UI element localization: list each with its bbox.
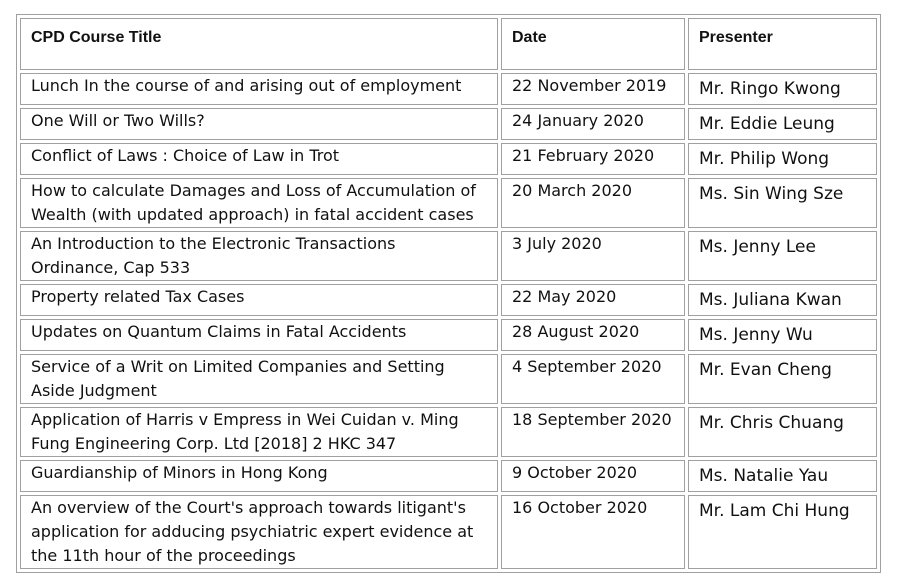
table-row [20, 284, 877, 316]
presenter-cell: Mr. Chris Chuang [688, 407, 877, 457]
date-cell: 3 July 2020 [501, 231, 685, 281]
header-course-title: CPD Course Title [20, 18, 498, 70]
table-row [20, 354, 877, 404]
table-row [20, 460, 877, 492]
cpd-course-table-body [20, 18, 877, 569]
presenter-cell: Mr. Ringo Kwong [688, 73, 877, 105]
table-row [20, 143, 877, 175]
date-cell: 24 January 2020 [501, 108, 685, 140]
table-row [20, 495, 877, 569]
date-cell: 21 February 2020 [501, 143, 685, 175]
table-row [20, 73, 877, 105]
course-title-cell: Property related Tax Cases [20, 284, 498, 316]
table-row [20, 108, 877, 140]
course-title-cell: Guardianship of Minors in Hong Kong [20, 460, 498, 492]
date-cell: 22 November 2019 [501, 73, 685, 105]
date-cell: 18 September 2020 [501, 407, 685, 457]
presenter-cell: Mr. Eddie Leung [688, 108, 877, 140]
course-title-cell: An overview of the Court's approach towards litigant's application for adducing psychiatric expert evidence at the 11th hour of the proceedings [20, 495, 498, 569]
table-row [20, 319, 877, 351]
presenter-cell: Ms. Juliana Kwan [688, 284, 877, 316]
course-title-cell: Application of Harris v Empress in Wei Cuidan v. Ming Fung Engineering Corp. Ltd [2018] 2 HKC 347 [20, 407, 498, 457]
table-header-row [20, 18, 877, 70]
presenter-cell: Mr. Lam Chi Hung [688, 495, 877, 569]
course-title-cell: An Introduction to the Electronic Transactions Ordinance, Cap 533 [20, 231, 498, 281]
date-cell: 28 August 2020 [501, 319, 685, 351]
course-title-cell: One Will or Two Wills? [20, 108, 498, 140]
course-title-cell: Service of a Writ on Limited Companies and Setting Aside Judgment [20, 354, 498, 404]
date-cell: 20 March 2020 [501, 178, 685, 228]
table-row [20, 178, 877, 228]
date-cell: 4 September 2020 [501, 354, 685, 404]
header-presenter: Presenter [688, 18, 877, 70]
date-cell: 22 May 2020 [501, 284, 685, 316]
cpd-course-table [16, 14, 881, 573]
presenter-cell: Mr. Evan Cheng [688, 354, 877, 404]
presenter-cell: Mr. Philip Wong [688, 143, 877, 175]
course-title-cell: Conflict of Laws : Choice of Law in Trot [20, 143, 498, 175]
course-title-cell: How to calculate Damages and Loss of Accumulation of Wealth (with updated approach) in fatal accident cases [20, 178, 498, 228]
course-title-cell: Lunch In the course of and arising out of employment [20, 73, 498, 105]
presenter-cell: Ms. Jenny Wu [688, 319, 877, 351]
presenter-cell: Ms. Jenny Lee [688, 231, 877, 281]
presenter-cell: Ms. Natalie Yau [688, 460, 877, 492]
table-row [20, 407, 877, 457]
date-cell: 9 October 2020 [501, 460, 685, 492]
presenter-cell: Ms. Sin Wing Sze [688, 178, 877, 228]
header-date: Date [501, 18, 685, 70]
table-row [20, 231, 877, 281]
date-cell: 16 October 2020 [501, 495, 685, 569]
course-title-cell: Updates on Quantum Claims in Fatal Accidents [20, 319, 498, 351]
